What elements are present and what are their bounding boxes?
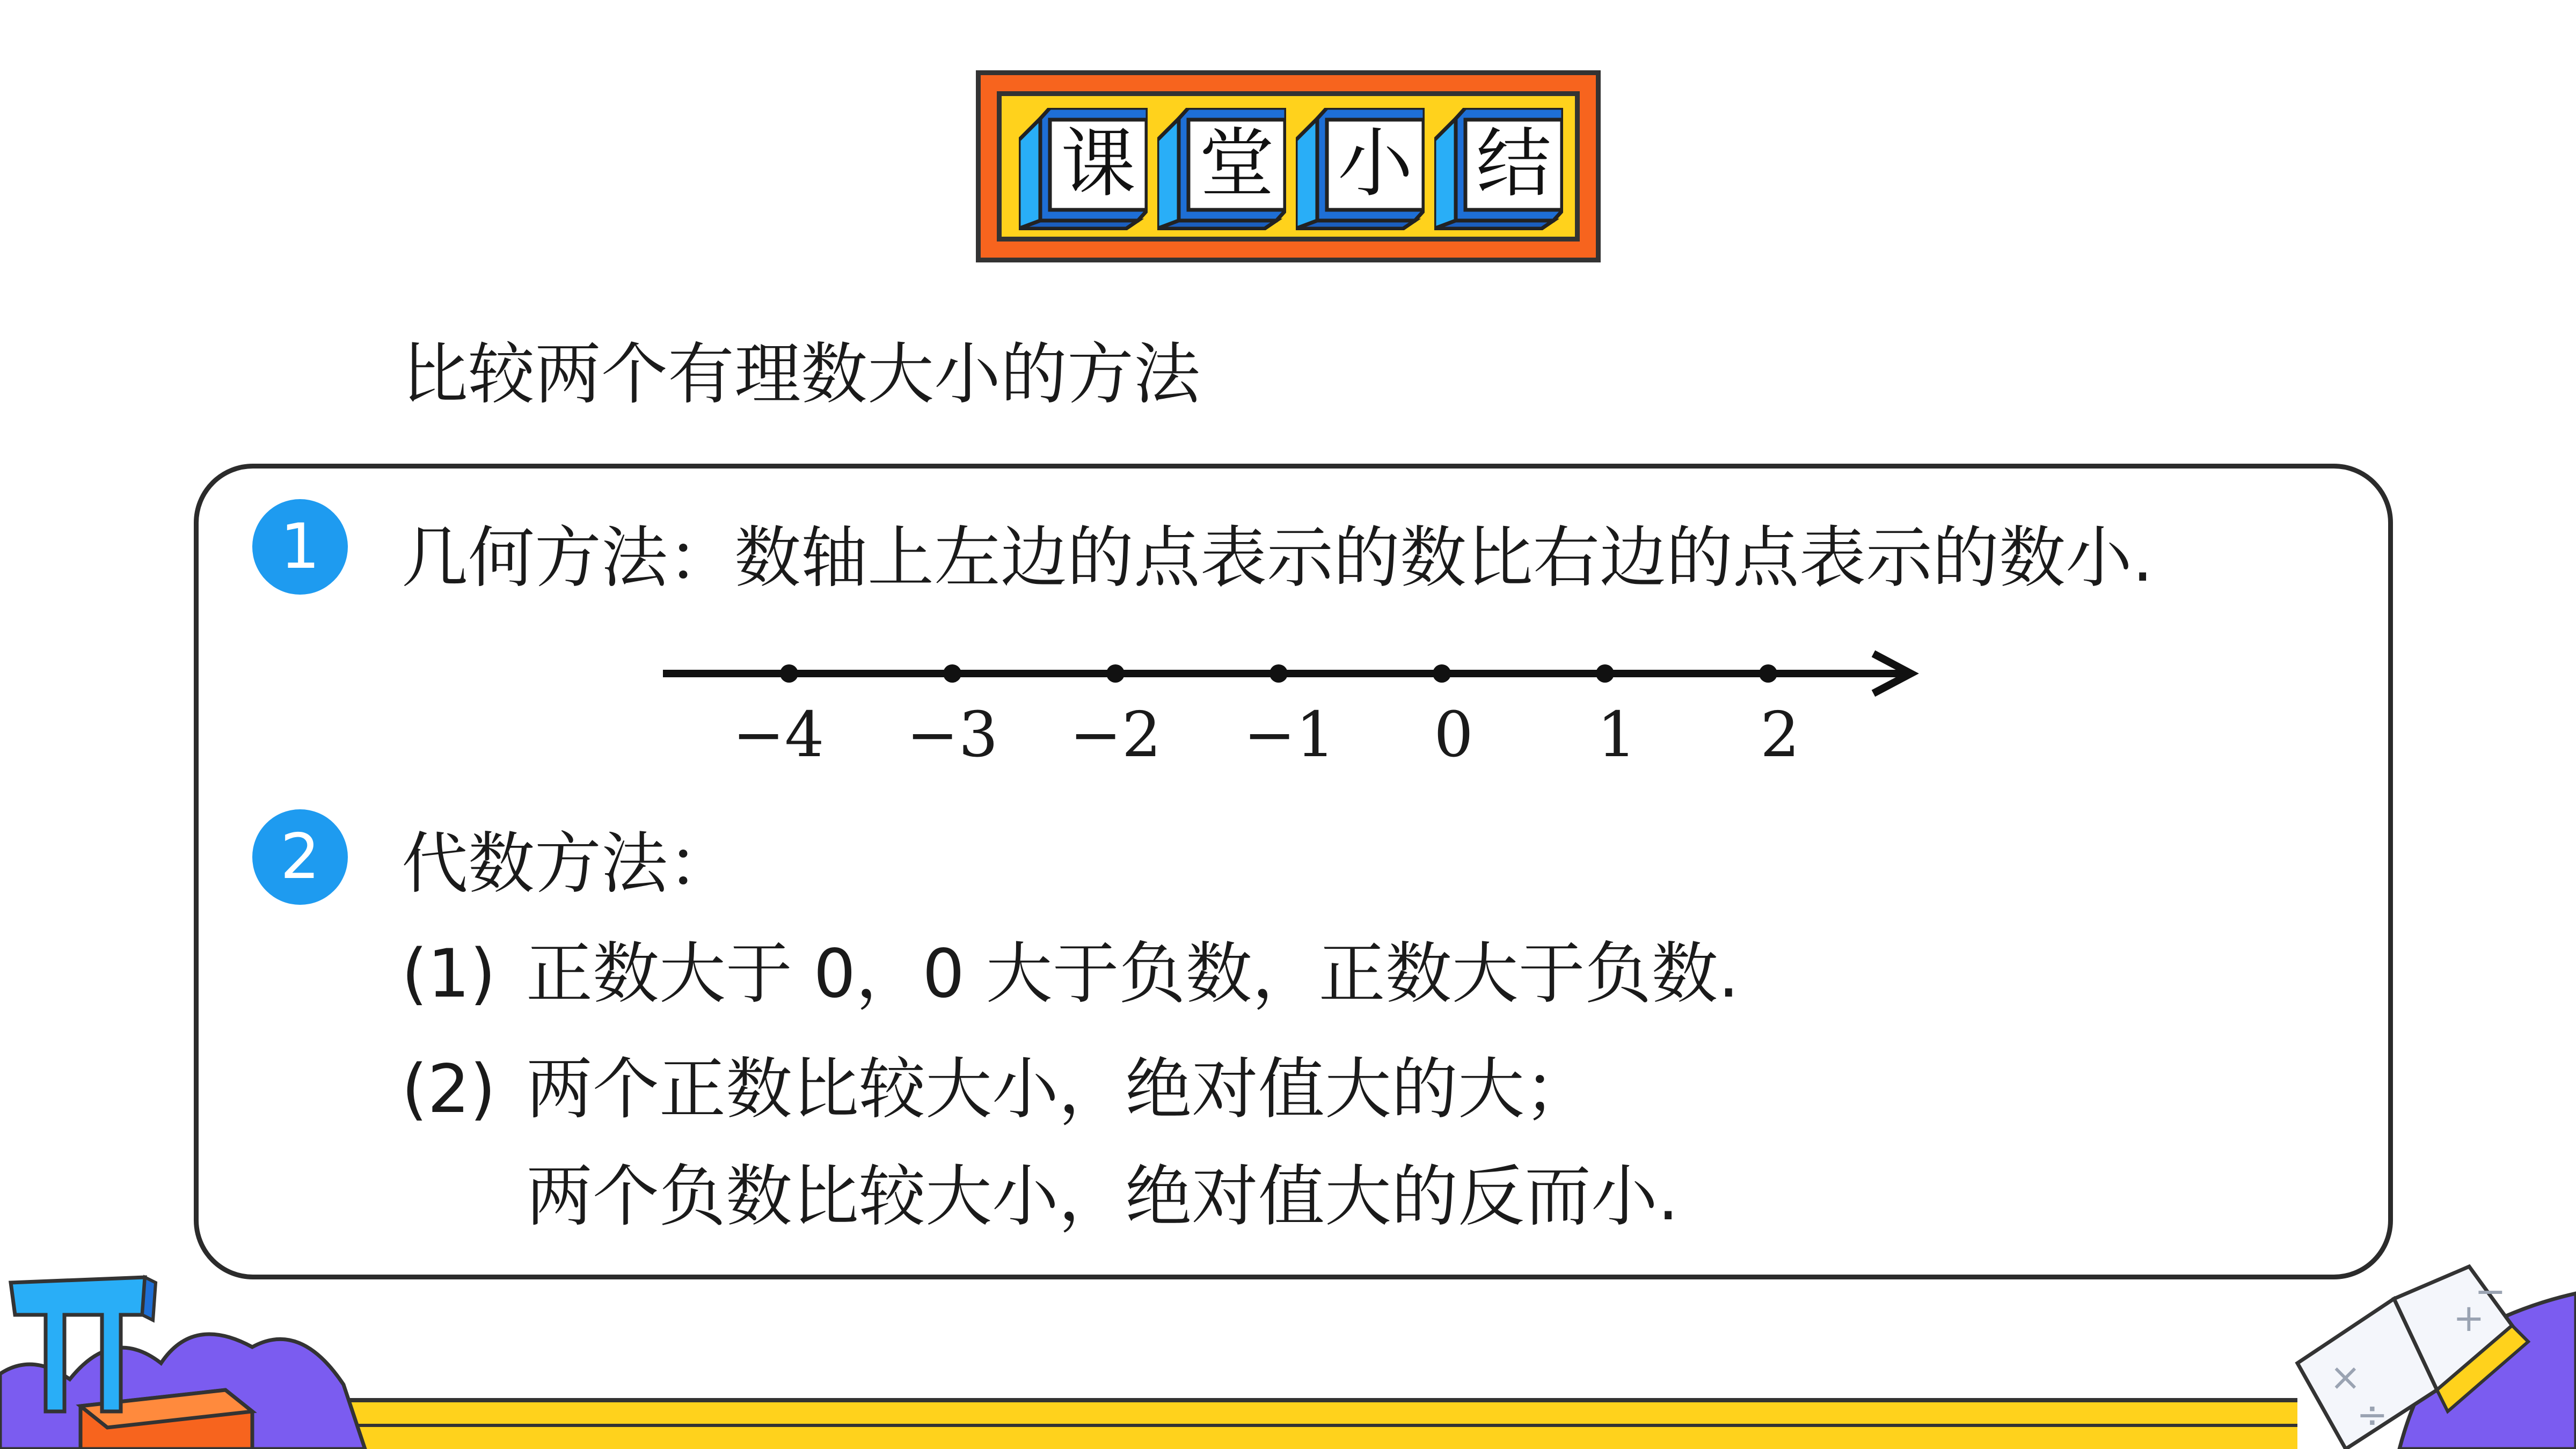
- rule-2-text: 两个正数比较大小，绝对值大的大；: [526, 1051, 1592, 1128]
- tick-label: 0: [1434, 699, 1473, 771]
- number-line-point: [943, 664, 961, 683]
- tick-label: 1: [1597, 699, 1637, 771]
- number-line-point: [1759, 664, 1777, 683]
- title-char-2: 堂: [1199, 120, 1274, 208]
- title-tile-3: [1296, 108, 1425, 230]
- rule-2-label: (2): [402, 1051, 496, 1128]
- number-line-point: [1596, 664, 1614, 683]
- title-tile-2: [1157, 108, 1286, 230]
- pi-icon: [0, 1250, 376, 1449]
- tick-label: −2: [1069, 699, 1162, 771]
- geometric-method-text: 几何方法：数轴上左边的点表示的数比右边的点表示的数小.: [402, 519, 2154, 597]
- bottom-band: [344, 1398, 2297, 1449]
- tick-label: −1: [1243, 699, 1336, 771]
- title-inner: [997, 91, 1580, 241]
- tick-label: −3: [906, 699, 998, 771]
- rule-1-label: (1): [402, 935, 496, 1013]
- title-badge: [976, 70, 1601, 262]
- svg-text:+: +: [2453, 1296, 2485, 1340]
- tick-label: −4: [732, 699, 824, 771]
- tick-label: 2: [1760, 699, 1800, 771]
- svg-text:−: −: [2475, 1269, 2506, 1313]
- number-line-point: [1269, 664, 1288, 683]
- open-book-icon: [2276, 1256, 2576, 1449]
- title-tile-1: [1019, 108, 1148, 230]
- band-stripe: [348, 1424, 2297, 1427]
- rule-1-text: 正数大于 0，0 大于负数，正数大于负数.: [526, 935, 1740, 1013]
- number-line-point: [1106, 664, 1125, 683]
- title-tile-4: [1434, 108, 1563, 230]
- number-line-point: [780, 664, 798, 683]
- title-char-4: 结: [1476, 120, 1551, 208]
- number-line-point: [1433, 664, 1451, 683]
- title-char-1: 课: [1060, 120, 1136, 208]
- title-char-3: 小: [1337, 120, 1413, 208]
- svg-text:×: ×: [2330, 1355, 2361, 1399]
- svg-text:÷: ÷: [2356, 1393, 2388, 1437]
- section-subtitle: 比较两个有理数大小的方法: [402, 336, 1201, 413]
- rule-2-text-continued: 两个负数比较大小，绝对值大的反而小.: [526, 1158, 1679, 1235]
- item-number-badge-2: 2: [252, 809, 348, 905]
- algebraic-method-heading: 代数方法：: [402, 825, 735, 903]
- item-number-badge-1: 1: [252, 499, 348, 595]
- number-line: [655, 644, 1932, 703]
